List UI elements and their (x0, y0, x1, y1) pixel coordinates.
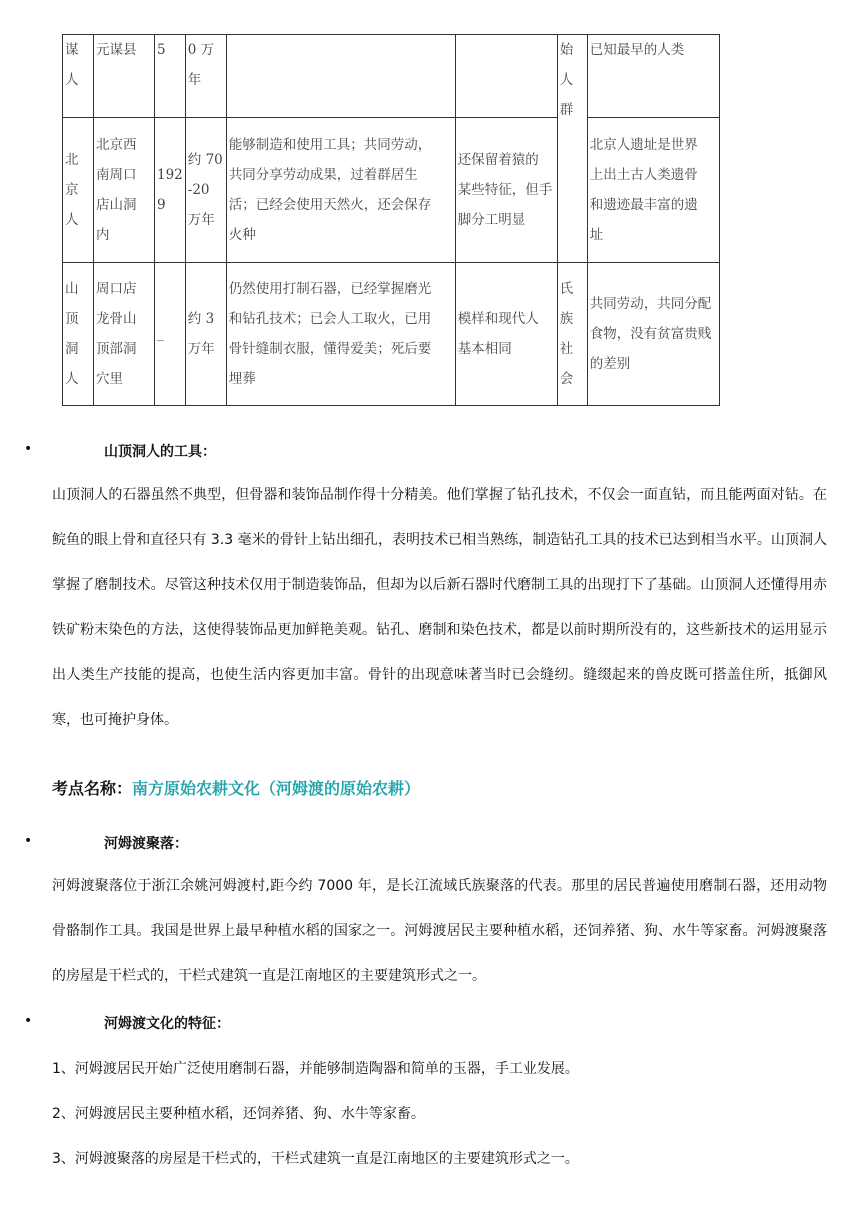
paragraph-hemudu-settlement: 河姆渡聚落位于浙江余姚河姆渡村,距今约 7000 年，是长江流域氏族聚落的代表。那里的居民普遍使用磨制石器，还用动物骨骼制作工具。我国是世界上最早种植水稻的国家之一。河姆渡居民主要种植水稻，还饲养猪、狗、水牛等家畜。河姆渡聚落的房屋是干栏式的，干栏式建筑一直是江南地区的主要建筑形式之一。 (52, 878, 827, 984)
table-cell: _ (155, 263, 186, 406)
table-cell: 约 70 -20 万年 (185, 118, 226, 263)
table-cell: 始 人 群 (557, 35, 587, 263)
paragraph-shanding-tools: 山顶洞人的石器虽然不典型，但骨器和装饰品制作得十分精美。他们掌握了钻孔技术，不仅会一面直钻，而且能两面对钻。在鲩鱼的眼上骨和直径只有 3.3 毫米的骨针上钻出细孔，表明技术已相当熟练，制造钻孔工具的技术已达到相当水平。山顶洞人掌握了磨制技术。尽管这种技术仅用于制造装饰品，但却为以后新石器时代磨制工具的出现打下了基础。山顶洞人还懂得用赤铁矿粉末染色的方法，这使得装饰品更加鲜艳美观。钻孔、磨制和染色技术，都是以前时期所没有的，这些新技术的运用显示出人类生产技能的提高，也使生活内容更加丰富。骨针的出现意味著当时已会缝纫。缝缀起来的兽皮既可搭盖住所，抵御风寒，也可掩护身体。 (52, 487, 827, 728)
table-cell: 山 顶 洞 人 (63, 263, 94, 406)
section-heading (52, 776, 420, 799)
table-cell: 谋 人 (63, 35, 94, 118)
table-cell: 元谋县 (94, 35, 155, 118)
table-row (63, 35, 720, 118)
table-cell: 仍然使用打制石器，已经掌握磨光 和钻孔技术；已会人工取火，已用 骨针缝制衣服，懂得爱美；死后要 埋葬 (226, 263, 455, 406)
table-row (63, 263, 720, 406)
table-cell: 能够制造和使用工具；共同劳动， 共同分享劳动成果，过着群居生 活；已经会使用天然火，还会保存 火种 (226, 118, 455, 263)
list-item: 1、河姆渡居民开始广泛使用磨制石器，并能够制造陶器和简单的玉器，手工业发展。 (52, 1061, 579, 1077)
table-row (63, 118, 720, 263)
list-item: 3、河姆渡聚落的房屋是干栏式的，干栏式建筑一直是江南地区的主要建筑形式之一。 (52, 1151, 579, 1167)
bullet-label: 河姆渡文化的特征： (104, 1016, 230, 1032)
list-item: 2、河姆渡居民主要种植水稻，还饲养猪、狗、水牛等家畜。 (52, 1106, 425, 1122)
table-cell: 模样和现代人 基本相同 (455, 263, 557, 406)
table-cell: 周口店 龙骨山 顶部洞 穴里 (94, 263, 155, 406)
table-cell: 0 万 年 (185, 35, 226, 118)
history-table (62, 34, 720, 406)
table-cell (226, 35, 455, 118)
table-cell: 共同劳动，共同分配 食物，没有贫富贵贱 的差别 (587, 263, 719, 406)
table-cell: 北 京 人 (63, 118, 94, 263)
table-cell: 5 (155, 35, 186, 118)
table-cell: 已知最早的人类 (587, 35, 719, 118)
table-cell: 约 3 万年 (185, 263, 226, 406)
heading-label: 考点名称： (52, 779, 133, 798)
table-cell: 北京人遗址是世界 上出土古人类遗骨 和遗迹最丰富的遗 址 (587, 118, 719, 263)
table-cell (455, 35, 557, 118)
bullet-label: 河姆渡聚落： (104, 836, 188, 852)
table-cell: 192 9 (155, 118, 186, 263)
bullet-label: 山顶洞人的工具： (104, 444, 216, 460)
table-cell: 北京西 南周口 店山洞 内 (94, 118, 155, 263)
table-cell: 氏 族 社 会 (557, 263, 587, 406)
table-cell: 还保留着猿的 某些特征，但手 脚分工明显 (455, 118, 557, 263)
heading-title: 南方原始农耕文化（河姆渡的原始农耕） (132, 779, 421, 798)
